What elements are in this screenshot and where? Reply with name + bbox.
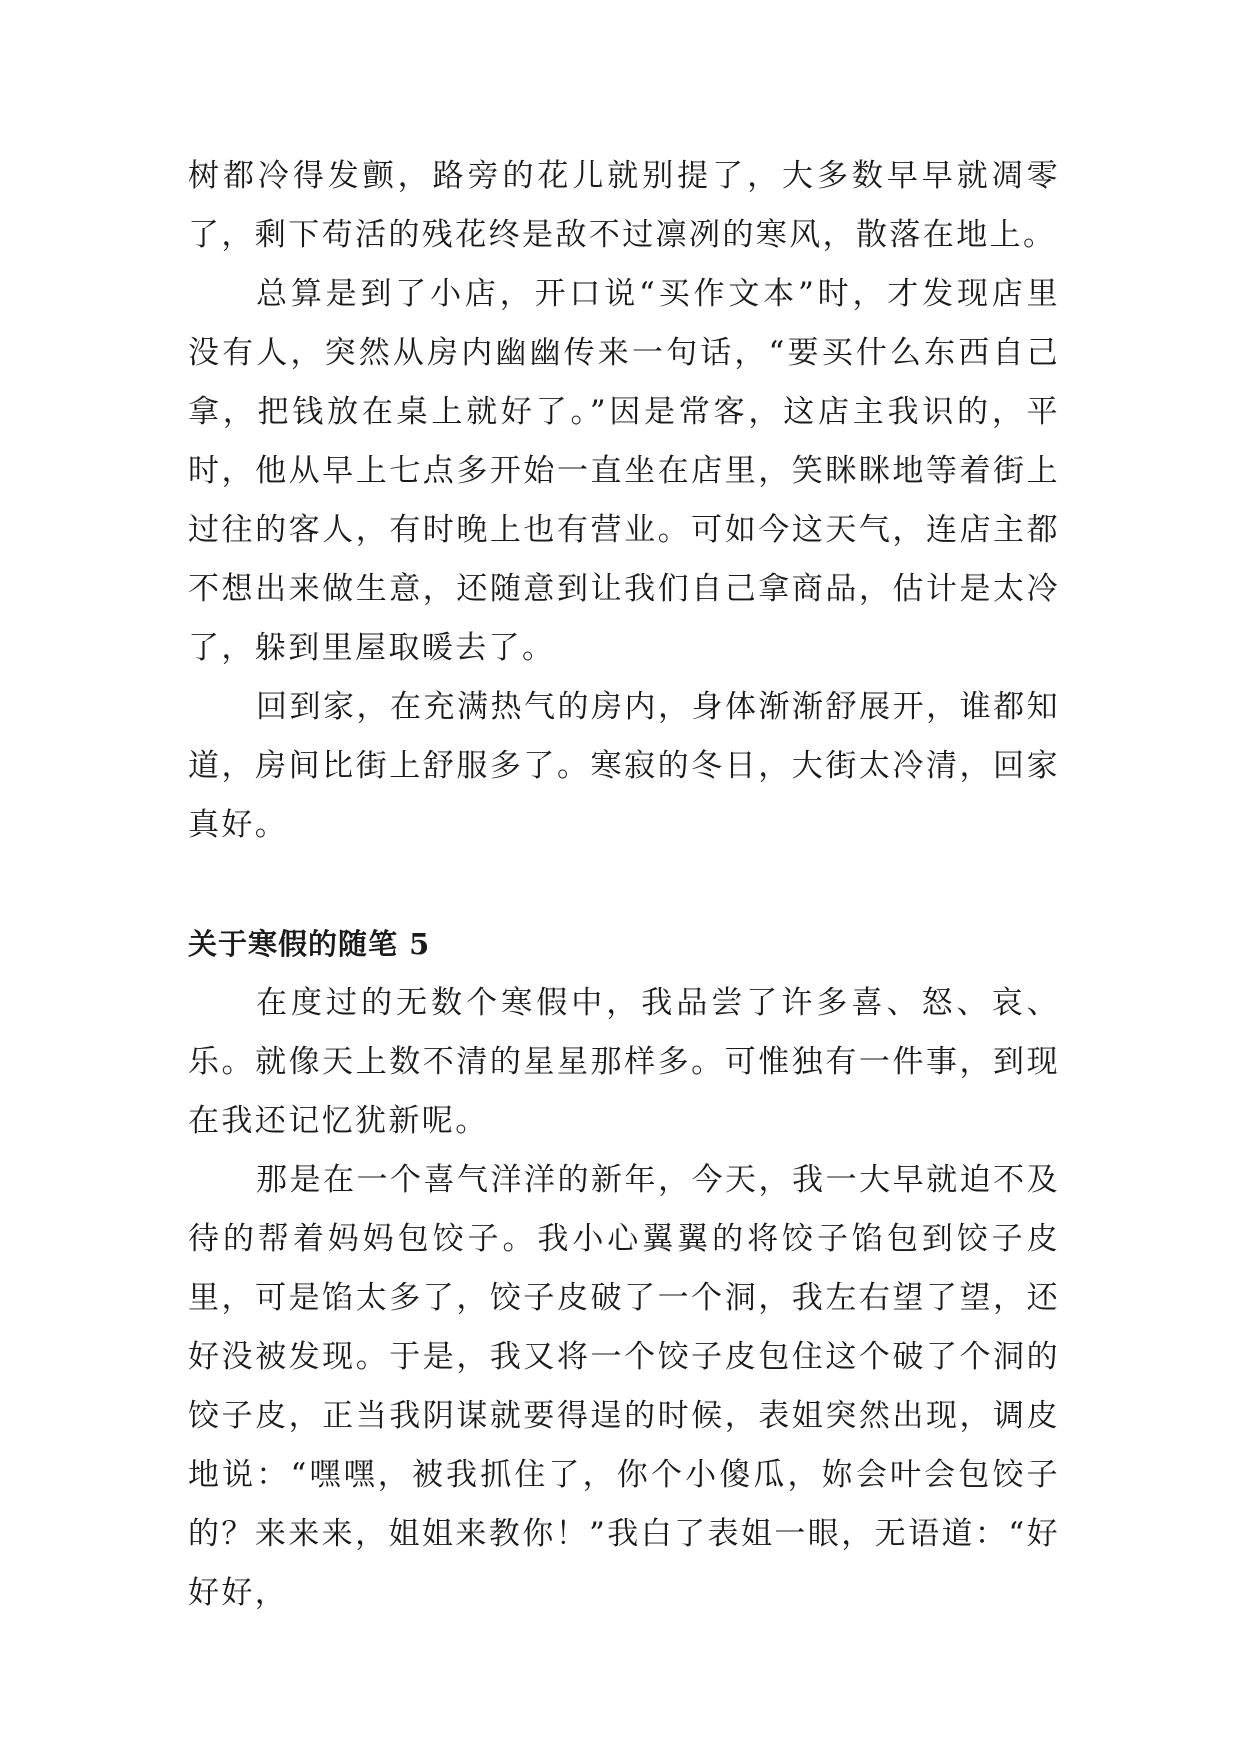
paragraph-dumplings: 那是在一个喜气洋洋的新年，今天，我一大早就迫不及待的帮着妈妈包饺子。我小心翼翼的将饺子馅包到饺子皮里，可是馅太多了，饺子皮破了一个洞，我左右望了望，还好没被发现。于是，我又将一个饺子皮包住这个破了个洞的饺子皮，正当我阴谋就要得逞的时候，表姐突然出现，调皮地说：“嘿嘿，被我抓住了，你个小傻瓜，妳会叶会包饺子的？来来来，姐姐来教你！”我白了表姐一眼，无语道：“好好好， bbox=[188, 1162, 1060, 1611]
paragraph-cold-trees: 树都冷得发颤，路旁的花儿就别提了，大多数早早就凋零了，剩下苟活的残花终是敌不过凛冽的寒风，散落在地上。 bbox=[188, 158, 1060, 253]
paragraph-winter-memories: 在度过的无数个寒假中，我品尝了许多喜、怒、哀、乐。就像天上数不清的星星那样多。可惟独有一件事，到现在我还记忆犹新呢。 bbox=[188, 985, 1060, 1139]
paragraph-back-home: 回到家，在充满热气的房内，身体渐渐舒展开，谁都知道，房间比街上舒服多了。寒寂的冬日，大街太冷清，回家真好。 bbox=[188, 689, 1060, 843]
section-title: 关于寒假的随笔 5 bbox=[188, 927, 431, 961]
document-page bbox=[188, 147, 1060, 1623]
paragraph-small-shop: 总算是到了小店，开口说“买作文本”时，才发现店里没有人，突然从房内幽幽传来一句话，“要买什么东西自己拿，把钱放在桌上就好了。”因是常客，这店主我识的，平时，他从早上七点多开始一直坐在店里，笑眯眯地等着街上过往的客人，有时晚上也有营业。可如今这天气，连店主都不想出来做生意，还随意到让我们自己拿商品，估计是太冷了，躲到里屋取暖去了。 bbox=[188, 276, 1060, 666]
